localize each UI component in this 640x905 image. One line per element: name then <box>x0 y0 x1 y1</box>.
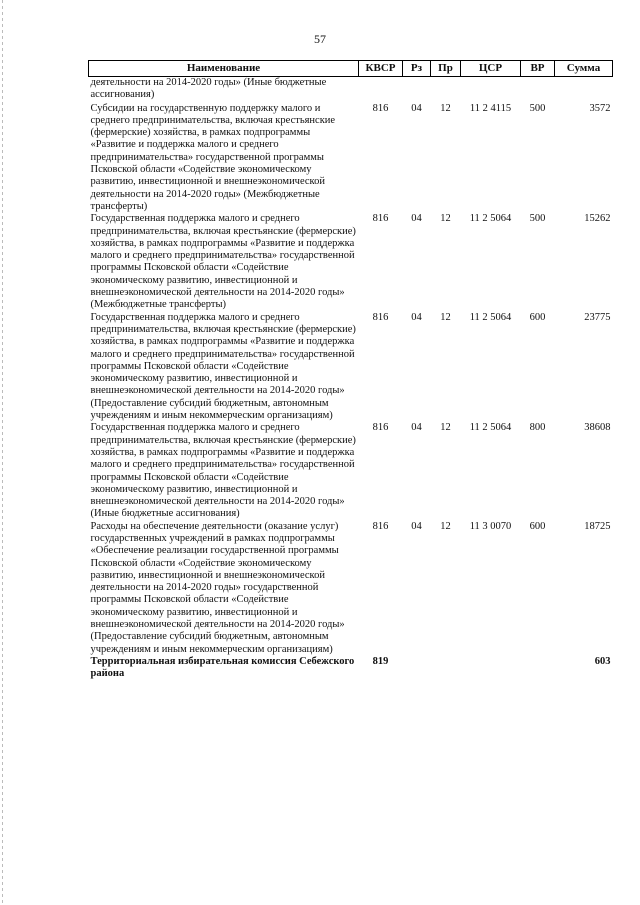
table-row-total <box>89 656 613 681</box>
header-name: Наименование <box>89 61 359 77</box>
table-row <box>89 422 613 520</box>
row-csr: 11 2 5064 <box>469 311 512 323</box>
row-csr: 11 2 4115 <box>469 102 512 114</box>
row-kvsr: 816 <box>372 102 389 114</box>
row-csr: 11 3 0070 <box>469 520 512 532</box>
row-vr: 600 <box>529 520 546 532</box>
row-pr: 12 <box>440 213 451 225</box>
row-kvsr <box>359 77 403 103</box>
row-vr <box>521 77 555 103</box>
row-rz <box>403 77 431 103</box>
row-name: Государственная поддержка малого и среднего предпринимательства, включая крестьянские (фермерские) хозяйства, в рамках подпрограммы «Развитие и поддержка малого и среднего предпринимательства» государственной программы Псковской области «Содействие экономическому развитию, инвестиционной и внешнеэкономической деятельности на 2014-2020 годы» (Иные бюджетные ассигнования) <box>90 422 356 520</box>
table-row <box>89 103 613 214</box>
row-name: деятельности на 2014-2020 годы» (Иные бюджетные ассигнования) <box>90 77 327 101</box>
row-rz: 04 <box>411 311 422 323</box>
row-sum: 38608 <box>584 422 611 434</box>
row-vr: 600 <box>529 311 546 323</box>
row-kvsr: 816 <box>372 311 389 323</box>
header-vr: ВР <box>521 61 555 77</box>
page-number: 57 <box>314 32 326 46</box>
row-vr: 500 <box>529 102 546 114</box>
row-name: Государственная поддержка малого и среднего предпринимательства, включая крестьянские (фермерские) хозяйства, в рамках подпрограммы «Развитие и поддержка малого и среднего предпринимательства» государственной программы Псковской области «Содействие экономическому развитию, инвестиционной и внешнеэкономической деятельности на 2014-2020 годы» (Межбюджетные трансферты) <box>90 213 356 311</box>
row-vr: 500 <box>529 213 546 225</box>
row-csr: 11 2 5064 <box>469 213 512 225</box>
row-rz: 04 <box>411 520 422 532</box>
row-pr <box>431 77 461 103</box>
budget-table <box>88 60 613 681</box>
table-header-row <box>89 61 613 77</box>
row-kvsr: 816 <box>372 422 389 434</box>
row-csr: 11 2 5064 <box>469 422 512 434</box>
row-name: Субсидии на государственную поддержку малого и среднего предпринимательства, включая крестьянские (фермерские) хозяйства, в рамках подпрограммы «Развитие и поддержка малого и среднего предпринимательства» государственной программы Псковской области «Содействие экономическому развитию, инвестиционной и внешнеэкономической деятельности на 2014-2020 годы» (Межбюджетные трансферты) <box>90 102 336 212</box>
row-rz: 04 <box>411 422 422 434</box>
row-kvsr: 819 <box>372 655 389 667</box>
row-sum: 23775 <box>584 311 611 323</box>
row-sum: 18725 <box>584 520 611 532</box>
row-csr <box>461 77 521 103</box>
row-rz: 04 <box>411 102 422 114</box>
row-kvsr: 816 <box>372 213 389 225</box>
row-name: Территориальная избирательная комиссия Себежского района <box>90 655 355 680</box>
row-sum: 3572 <box>589 102 611 114</box>
table-row <box>89 312 613 423</box>
table-row <box>89 521 613 656</box>
row-rz: 04 <box>411 213 422 225</box>
header-pr: Пр <box>431 61 461 77</box>
row-kvsr: 816 <box>372 520 389 532</box>
row-sum: 603 <box>594 655 611 667</box>
row-vr: 800 <box>529 422 546 434</box>
row-pr: 12 <box>440 422 451 434</box>
row-sum <box>555 77 613 103</box>
header-sum: Сумма <box>555 61 613 77</box>
table-row <box>89 213 613 311</box>
header-csr: ЦСР <box>461 61 521 77</box>
row-pr <box>431 656 461 681</box>
row-name: Государственная поддержка малого и среднего предпринимательства, включая крестьянские (фермерские) хозяйства, в рамках подпрограммы «Развитие и поддержка малого и среднего предпринимательства» государственной программы Псковской области «Содействие экономическому развитию, инвестиционной и внешнеэкономической деятельности на 2014-2020 годы» (Предоставление субсидий бюджетным, автономным учреждениям и иным некоммерческим организациям) <box>90 311 356 422</box>
row-vr <box>521 656 555 681</box>
row-pr: 12 <box>440 311 451 323</box>
row-pr: 12 <box>440 520 451 532</box>
table-row <box>89 77 613 103</box>
scan-edge <box>2 0 3 905</box>
row-rz <box>403 656 431 681</box>
row-sum: 15262 <box>584 213 611 225</box>
header-rz: Рз <box>403 61 431 77</box>
row-csr <box>461 656 521 681</box>
header-kvsr: КВСР <box>359 61 403 77</box>
row-name: Расходы на обеспечение деятельности (оказание услуг) государственных учреждений в рамках подпрограммы «Обеспечение реализации государственной программы Псковской области «Содействие экономическому развитию, инвестиционной и внешнеэкономической деятельности на 2014-2020 годы» государственной программы Псковской области «Содействие экономическому развитию, инвестиционной и внешнеэкономической деятельности на 2014-2020 годы» (Предоставление субсидий бюджетным, автономным учреждениям и иным некоммерческим организациям) <box>90 520 345 655</box>
row-pr: 12 <box>440 102 451 114</box>
